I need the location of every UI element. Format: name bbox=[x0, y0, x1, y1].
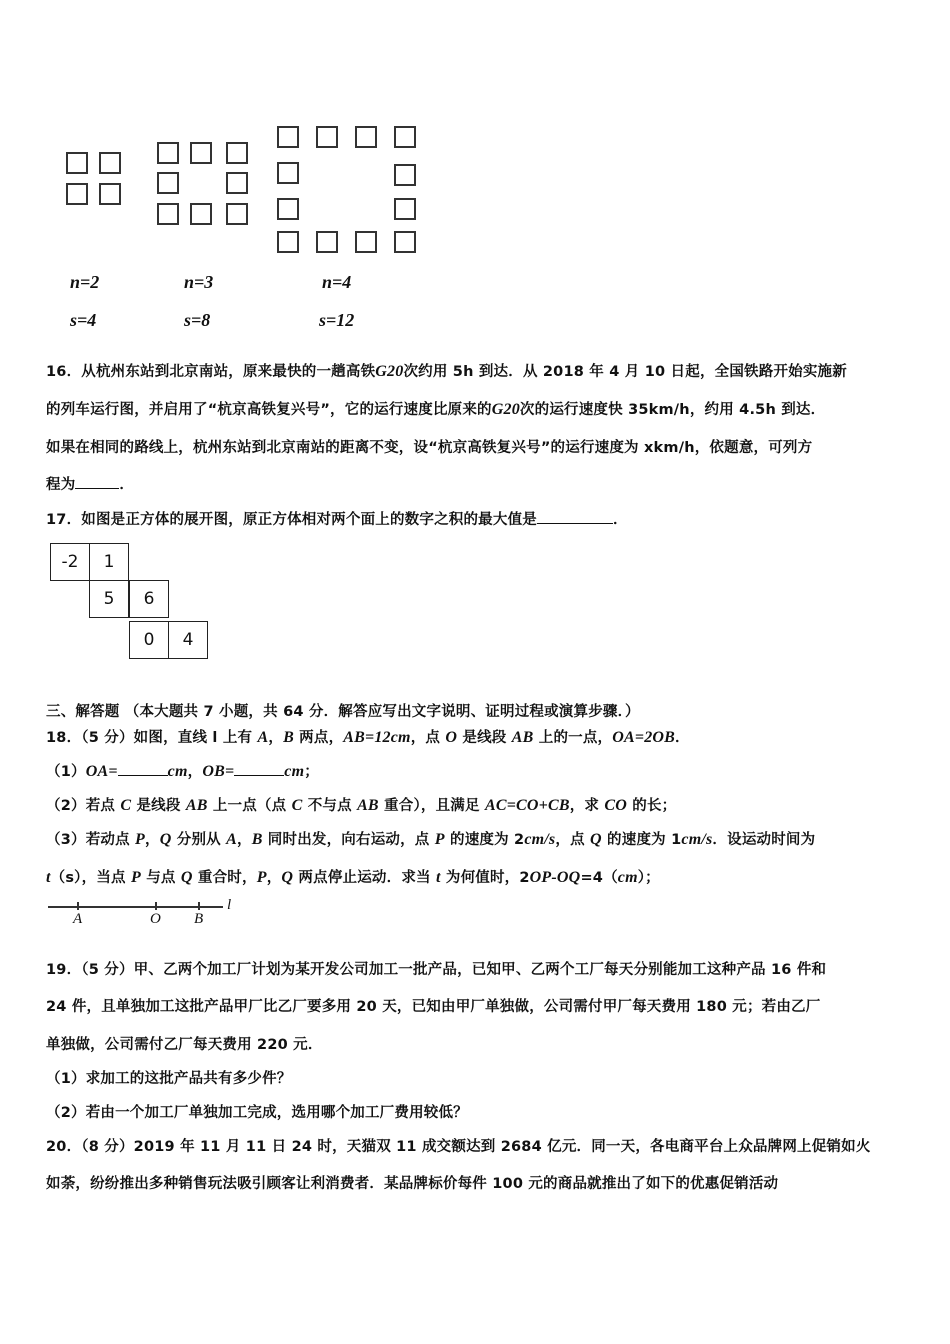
pattern-square bbox=[66, 183, 88, 205]
pattern-n-label: n=2 bbox=[70, 272, 100, 292]
pattern-square bbox=[226, 142, 248, 164]
line-l bbox=[48, 906, 223, 908]
q18-line-1: 18．（5 分）如图，直线 l 上有 A，B 两点，AB=12cm，点 O 是线段 AB 上的一点，OA=2OB． bbox=[46, 729, 690, 746]
pattern-square bbox=[316, 231, 338, 253]
q20-line-1: 20．（8 分）2019 年 11 月 11 日 24 时，天猫双 11 成交额达到 2684 亿元．同一天，各电商平台上众品牌网上促销如火 bbox=[46, 1139, 871, 1155]
cube-net-cell: 1 bbox=[89, 543, 129, 581]
q19-line-3: 单独做，公司需付乙厂每天费用 220 元． bbox=[46, 1037, 323, 1053]
pattern-square bbox=[277, 126, 299, 148]
pattern-square bbox=[355, 126, 377, 148]
answer-blank bbox=[234, 761, 284, 776]
answer-blank bbox=[537, 509, 613, 524]
pattern-square bbox=[66, 152, 88, 174]
pattern-square bbox=[157, 142, 179, 164]
cube-net-cell: 0 bbox=[129, 621, 169, 659]
point-o-tick bbox=[155, 902, 157, 910]
q16-line-2: 的列车运行图，并启用了“杭京高铁复兴号”，它的运行速度比原来的G20次的运行速度快 35km/h，约用 4.5h 到达． bbox=[46, 401, 826, 418]
line-l-label: l bbox=[227, 897, 232, 913]
pattern-square bbox=[277, 198, 299, 220]
pattern-square bbox=[99, 152, 121, 174]
pattern-square bbox=[394, 231, 416, 253]
pattern-s-label: s=12 bbox=[319, 310, 355, 330]
pattern-square bbox=[157, 172, 179, 194]
pattern-square bbox=[99, 183, 121, 205]
pattern-square bbox=[394, 164, 416, 186]
q16-line-1: 16．从杭州东站到北京南站，原来最快的一趟高铁G20次约用 5h 到达．从 2018 年 4 月 10 日起，全国铁路开始实施新 bbox=[46, 363, 847, 380]
point-a-tick bbox=[77, 902, 79, 910]
point-b-label: B bbox=[194, 911, 204, 927]
pattern-s-label: s=4 bbox=[70, 310, 97, 330]
q18-part-2: （2）若点 C 是线段 AB 上一点（点 C 不与点 AB 重合），且满足 AC=CO+CB，求 CO 的长； bbox=[46, 797, 677, 814]
pattern-square bbox=[226, 203, 248, 225]
section-3-heading: 三、解答题 （本大题共 7 小题，共 64 分．解答应写出文字说明、证明过程或演算步骤．） bbox=[46, 704, 640, 720]
pattern-square bbox=[157, 203, 179, 225]
q20-line-2: 如荼，纷纷推出多种销售玩法吸引顾客让利消费者．某品牌标价每件 100 元的商品就推出了如下的优惠促销活动 bbox=[46, 1176, 779, 1192]
cube-net-cell: -2 bbox=[50, 543, 90, 581]
pattern-square bbox=[190, 142, 212, 164]
point-a-label: A bbox=[73, 911, 83, 927]
pattern-square bbox=[277, 231, 299, 253]
q16-line-4: 程为 ． bbox=[46, 473, 134, 494]
pattern-square bbox=[190, 203, 212, 225]
point-b-tick bbox=[198, 902, 200, 910]
pattern-square bbox=[316, 126, 338, 148]
q17-text: 17．如图是正方体的展开图，原正方体相对两个面上的数字之积的最大值是 ． bbox=[46, 508, 628, 529]
cube-net-cell: 6 bbox=[129, 580, 169, 618]
cube-net-cell: 4 bbox=[168, 621, 208, 659]
q16-line-3: 如果在相同的路线上，杭州东站到北京南站的距离不变，设“杭京高铁复兴号”的运行速度为 xkm/h，依题意，可列方 bbox=[46, 440, 813, 456]
answer-blank bbox=[75, 474, 119, 489]
pattern-square bbox=[394, 126, 416, 148]
point-o-label: O bbox=[150, 911, 161, 927]
q19-line-2: 24 件，且单独加工这批产品甲厂比乙厂要多用 20 天，已知由甲厂单独做，公司需付甲厂每天费用 180 元；若由乙厂 bbox=[46, 999, 821, 1015]
pattern-square bbox=[277, 162, 299, 184]
q18-part-1: （1）OA= cm，OB= cm； bbox=[46, 763, 319, 780]
pattern-s-label: s=8 bbox=[184, 310, 211, 330]
answer-blank bbox=[118, 761, 168, 776]
pattern-n-label: n=4 bbox=[322, 272, 352, 292]
pattern-square bbox=[355, 231, 377, 253]
cube-net-cell: 5 bbox=[89, 580, 129, 618]
pattern-square bbox=[394, 198, 416, 220]
pattern-square bbox=[226, 172, 248, 194]
q18-part-3: （3）若动点 P，Q 分别从 A，B 同时出发，向右运动，点 P 的速度为 2cm/s，点 Q 的速度为 1cm/s．设运动时间为 bbox=[46, 831, 816, 848]
pattern-n-label: n=3 bbox=[184, 272, 214, 292]
q19-part-1: （1）求加工的这批产品共有多少件？ bbox=[46, 1071, 292, 1087]
q18-part-3-cont: t（s），当点 P 与点 Q 重合时，P，Q 两点停止运动．求当 t 为何值时，2OP-OQ=4（cm）； bbox=[46, 869, 660, 886]
q19-part-2: （2）若由一个加工厂单独加工完成，选用哪个加工厂费用较低？ bbox=[46, 1105, 468, 1121]
q19-line-1: 19．（5 分）甲、乙两个加工厂计划为某开发公司加工一批产品，已知甲、乙两个工厂每天分别能加工这种产品 16 件和 bbox=[46, 962, 827, 978]
